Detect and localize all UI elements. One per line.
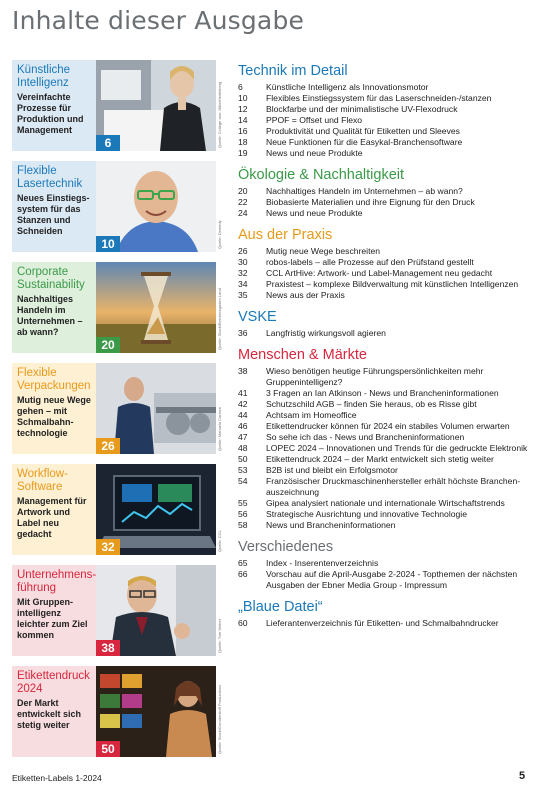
card-text-panel bbox=[12, 565, 96, 656]
entry-page-number: 56 bbox=[238, 509, 248, 519]
toc-entry[interactable] bbox=[238, 509, 528, 520]
card-title: Flexible Lasertechnik bbox=[17, 165, 83, 190]
entry-page-number: 44 bbox=[238, 410, 248, 420]
feature-card[interactable] bbox=[12, 666, 224, 757]
toc-entry[interactable] bbox=[238, 82, 528, 93]
footer-page-number: 5 bbox=[519, 770, 526, 782]
entry-title: Lieferantenverzeichnis für Etiketten- und Schmalbahndrucker bbox=[266, 618, 499, 628]
entry-title: Achtsam im Homeoffice bbox=[266, 410, 357, 420]
toc-section bbox=[238, 226, 528, 301]
toc-entry[interactable] bbox=[238, 115, 528, 126]
toc-entry[interactable] bbox=[238, 465, 528, 476]
section-title: Aus der Praxis bbox=[238, 227, 333, 243]
entry-title: Künstliche Intelligenz als Innovationsmotor bbox=[266, 82, 429, 92]
entry-page-number: 16 bbox=[238, 126, 248, 136]
page-title: Inhalte dieser Ausgabe bbox=[12, 6, 305, 35]
entry-title: News und Brancheninformationen bbox=[266, 520, 396, 530]
card-page-badge: 32 bbox=[96, 539, 120, 555]
table-of-contents bbox=[238, 62, 528, 636]
toc-section bbox=[238, 346, 528, 531]
entry-title: Index - Inserentenverzeichnis bbox=[266, 558, 379, 568]
feature-card[interactable] bbox=[12, 464, 224, 555]
entry-page-number: 53 bbox=[238, 465, 248, 475]
toc-entry[interactable] bbox=[238, 498, 528, 509]
entry-title: Mutig neue Wege beschreiten bbox=[266, 246, 381, 256]
footer-issue-label: Etiketten-Labels 1-2024 bbox=[12, 773, 102, 783]
toc-entry[interactable] bbox=[238, 246, 528, 257]
image-credit: Quelle: Tom Weber bbox=[217, 618, 222, 653]
toc-entry[interactable] bbox=[238, 148, 528, 159]
feature-card[interactable] bbox=[12, 161, 224, 252]
entry-title: Neue Funktionen für die Easykal-Branchensoftware bbox=[266, 137, 463, 147]
entry-title: 3 Fragen an Ian Atkinson - News und Brancheninformationen bbox=[266, 388, 499, 398]
card-subtitle: Management für Artwork und Label neu gedacht bbox=[17, 496, 87, 539]
image-credit: Quelle: Stock/Berchtesgaden Land bbox=[217, 288, 222, 350]
toc-entry[interactable] bbox=[238, 443, 528, 454]
feature-card[interactable] bbox=[12, 363, 224, 454]
card-text-panel bbox=[12, 262, 96, 353]
section-title: Verschiedenes bbox=[238, 539, 334, 555]
toc-entry[interactable] bbox=[238, 388, 528, 399]
entry-page-number: 47 bbox=[238, 432, 248, 442]
toc-entry[interactable] bbox=[238, 569, 528, 591]
entry-page-number: 10 bbox=[238, 93, 248, 103]
card-subtitle: Neues Einstiegs-system für das Stanzen und Schneiden bbox=[17, 193, 90, 236]
entry-page-number: 18 bbox=[238, 137, 248, 147]
entry-title: Französischer Druckmaschinenhersteller erhält höchste Branchen-auszeichnung bbox=[266, 476, 521, 497]
entry-title: Schutzschild AGB – finden Sie heraus, ob es Risse gibt bbox=[266, 399, 477, 409]
entry-page-number: 38 bbox=[238, 366, 248, 376]
entry-page-number: 35 bbox=[238, 290, 248, 300]
section-title: „Blaue Datei“ bbox=[238, 599, 323, 615]
feature-card[interactable] bbox=[12, 60, 224, 151]
card-subtitle: Nachhaltiges Handeln im Unternehmen – ab wann? bbox=[17, 294, 83, 337]
card-title: Flexible Verpackungen bbox=[17, 367, 91, 392]
toc-entry[interactable] bbox=[238, 126, 528, 137]
feature-card[interactable] bbox=[12, 565, 224, 656]
entry-title: CCL ArtHive: Artwork- und Label-Management neu gedacht bbox=[266, 268, 493, 278]
card-title: Etikettendruck 2024 bbox=[17, 670, 90, 695]
card-subtitle: Mit Gruppen-intelligenz leichter zum Ziel kommen bbox=[17, 597, 88, 640]
entry-title: So sehe ich das - News und Brancheninformationen bbox=[266, 432, 465, 442]
entry-page-number: 36 bbox=[238, 328, 248, 338]
entry-title: Langfristig wirkungsvoll agieren bbox=[266, 328, 386, 338]
entry-title: Blockfarbe und der minimalistische UV-Flexodruck bbox=[266, 104, 458, 114]
entry-page-number: 14 bbox=[238, 115, 248, 125]
entry-page-number: 65 bbox=[238, 558, 248, 568]
entry-page-number: 58 bbox=[238, 520, 248, 530]
entry-page-number: 12 bbox=[238, 104, 248, 114]
toc-entry[interactable] bbox=[238, 208, 528, 219]
entry-page-number: 19 bbox=[238, 148, 248, 158]
entry-title: News und neue Produkte bbox=[266, 148, 363, 158]
entry-title: Nachhaltiges Handeln im Unternehmen – ab wann? bbox=[266, 186, 463, 196]
toc-section bbox=[238, 308, 528, 339]
toc-entry[interactable] bbox=[238, 558, 528, 569]
card-text-panel bbox=[12, 464, 96, 555]
entry-title: B2B ist und bleibt ein Erfolgsmotor bbox=[266, 465, 398, 475]
entry-title: Vorschau auf die April-Ausgabe 2-2024 - Topthemen der nächsten Ausgaben der Ebner Media Group - Impressum bbox=[266, 569, 518, 590]
card-text-panel bbox=[12, 363, 96, 454]
toc-section bbox=[238, 538, 528, 591]
image-credit: Quelle: Collage aus: Mitte/Heidelberg bbox=[217, 81, 222, 148]
entry-title: robos-labels – alle Prozesse auf den Prüfstand gestellt bbox=[266, 257, 474, 267]
toc-entry[interactable] bbox=[238, 268, 528, 279]
card-text-panel bbox=[12, 161, 96, 252]
toc-entry[interactable] bbox=[238, 197, 528, 208]
entry-page-number: 30 bbox=[238, 257, 248, 267]
entry-page-number: 55 bbox=[238, 498, 248, 508]
entry-title: Etikettendrucker können für 2024 ein stabiles Volumen erwarten bbox=[266, 421, 510, 431]
image-credit: Quelle: Demirdy bbox=[217, 220, 222, 249]
entry-page-number: 41 bbox=[238, 388, 248, 398]
toc-entry[interactable] bbox=[238, 93, 528, 104]
entry-page-number: 6 bbox=[238, 82, 243, 92]
entry-title: Gipea analysiert nationale und internationale Wirtschaftstrends bbox=[266, 498, 505, 508]
card-text-panel bbox=[12, 666, 96, 757]
feature-cards bbox=[12, 60, 224, 767]
card-page-badge: 6 bbox=[96, 135, 120, 151]
entry-title: LOPEC 2024 – Innovationen und Trends für die gedruckte Elektronik bbox=[266, 443, 528, 453]
entry-page-number: 24 bbox=[238, 208, 248, 218]
card-title: Unternehmens-führung bbox=[17, 569, 97, 594]
toc-entry[interactable] bbox=[238, 137, 528, 148]
entry-title: Wieso benötigen heutige Führungspersönlichkeiten mehr Gruppenintelligenz? bbox=[266, 366, 484, 387]
entry-title: Flexibles Einstiegssystem für das Laserschneiden-/stanzen bbox=[266, 93, 492, 103]
card-title: Corporate Sustainability bbox=[17, 266, 85, 291]
toc-entry[interactable] bbox=[238, 257, 528, 268]
entry-title: Strategische Ausrichtung und innovative Technologie bbox=[266, 509, 467, 519]
entry-title: PPOF = Offset und Flexo bbox=[266, 115, 363, 125]
toc-entry[interactable] bbox=[238, 279, 528, 290]
entry-title: Etikettendruck 2024 – der Markt entwickelt sich stetig weiter bbox=[266, 454, 494, 464]
card-subtitle: Mutig neue Wege gehen – mit Schmalbahn-technologie bbox=[17, 395, 91, 438]
entry-page-number: 34 bbox=[238, 279, 248, 289]
toc-entry[interactable] bbox=[238, 186, 528, 197]
toc-section bbox=[238, 598, 528, 629]
toc-entry[interactable] bbox=[238, 618, 528, 629]
section-title: Ökologie & Nachhaltigkeit bbox=[238, 167, 405, 183]
entry-page-number: 50 bbox=[238, 454, 248, 464]
toc-entry[interactable] bbox=[238, 399, 528, 410]
entry-page-number: 42 bbox=[238, 399, 248, 409]
entry-page-number: 20 bbox=[238, 186, 248, 196]
image-credit: Quelle: CCL bbox=[217, 530, 222, 552]
card-page-badge: 26 bbox=[96, 438, 120, 454]
toc-entry[interactable] bbox=[238, 421, 528, 432]
entry-page-number: 22 bbox=[238, 197, 248, 207]
entry-page-number: 48 bbox=[238, 443, 248, 453]
section-title: Technik im Detail bbox=[238, 63, 348, 79]
entry-page-number: 26 bbox=[238, 246, 248, 256]
toc-entry[interactable] bbox=[238, 520, 528, 531]
feature-card[interactable] bbox=[12, 262, 224, 353]
section-title: VSKE bbox=[238, 309, 277, 325]
card-subtitle: Der Markt entwickelt sich stetig weiter bbox=[17, 698, 82, 730]
card-page-badge: 10 bbox=[96, 236, 120, 252]
toc-entry[interactable] bbox=[238, 328, 528, 339]
entry-title: Biobasierte Materialien und ihre Eignung für den Druck bbox=[266, 197, 475, 207]
entry-title: News aus der Praxis bbox=[266, 290, 345, 300]
entry-page-number: 54 bbox=[238, 476, 248, 486]
entry-page-number: 46 bbox=[238, 421, 248, 431]
entry-page-number: 32 bbox=[238, 268, 248, 278]
toc-entry[interactable] bbox=[238, 432, 528, 443]
toc-section bbox=[238, 166, 528, 219]
entry-title: Produktivität und Qualität für Etiketten und Sleeves bbox=[266, 126, 460, 136]
card-text-panel bbox=[12, 60, 96, 151]
card-title: Künstliche Intelligenz bbox=[17, 64, 71, 89]
entry-page-number: 60 bbox=[238, 618, 248, 628]
entry-title: News und neue Produkte bbox=[266, 208, 363, 218]
card-page-badge: 20 bbox=[96, 337, 120, 353]
card-page-badge: 50 bbox=[96, 741, 120, 757]
toc-section bbox=[238, 62, 528, 159]
entry-title: Praxistest – komplexe Bildverwaltung mit künstlichen Intelligenzen bbox=[266, 279, 519, 289]
toc-entry[interactable] bbox=[238, 410, 528, 421]
entry-page-number: 66 bbox=[238, 569, 248, 579]
toc-entry[interactable] bbox=[238, 104, 528, 115]
card-subtitle: Vereinfachte Prozesse für Produktion und Management bbox=[17, 92, 84, 135]
image-credit: Quelle: Manuela Carlsen bbox=[217, 406, 222, 451]
toc-entry[interactable] bbox=[238, 290, 528, 301]
image-credit: Quelle: Stock/Gorodenkoff Productions bbox=[217, 684, 222, 754]
card-page-badge: 38 bbox=[96, 640, 120, 656]
toc-entry[interactable] bbox=[238, 366, 528, 388]
toc-entry[interactable] bbox=[238, 476, 528, 498]
section-title: Menschen & Märkte bbox=[238, 347, 367, 363]
card-title: Workflow-Software bbox=[17, 468, 68, 493]
toc-entry[interactable] bbox=[238, 454, 528, 465]
